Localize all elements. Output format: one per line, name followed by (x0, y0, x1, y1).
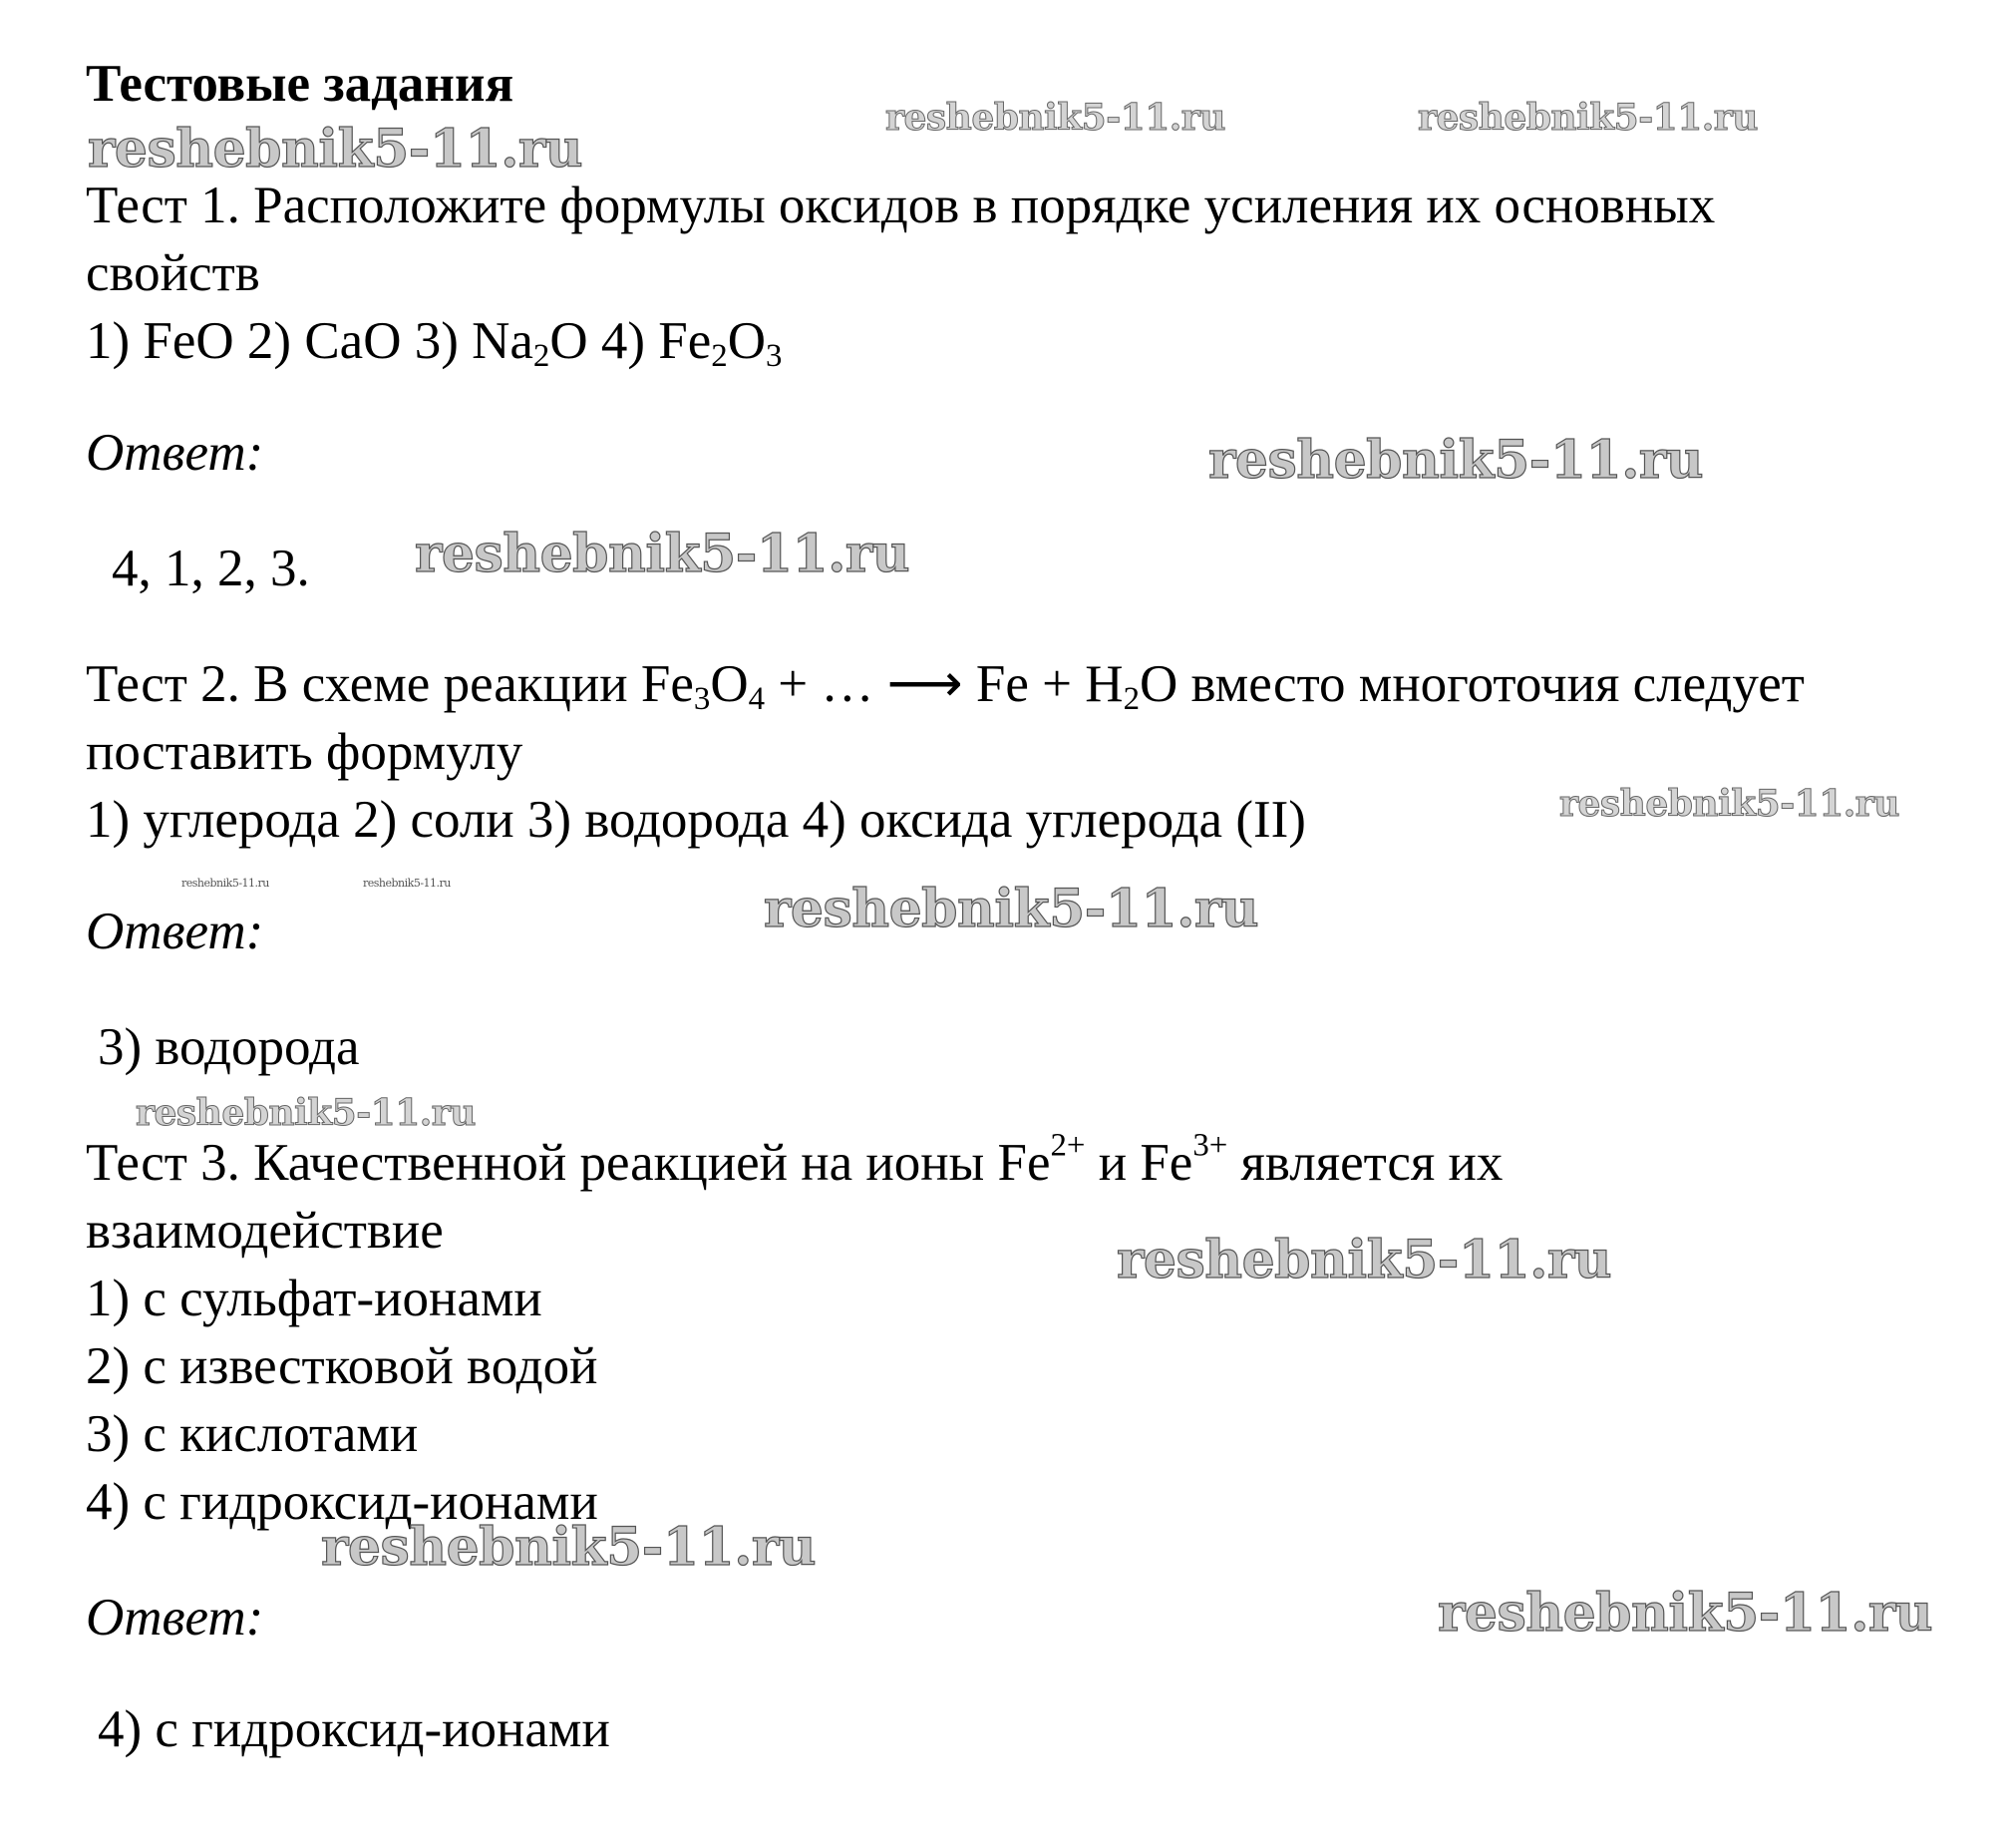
page-title: Тестовые задания (86, 55, 514, 113)
test2-question-text: O вместо многоточия следует (1140, 655, 1805, 713)
test2-answer-label: Ответ: (86, 903, 264, 960)
subscript: 3 (693, 681, 711, 718)
test1-options (86, 312, 783, 375)
test2-options: 1) углерода 2) соли 3) водорода 4) оксида углерода (II) (86, 791, 1306, 849)
test3-answer-label: Ответ: (86, 1589, 264, 1647)
test3-option: 4) с гидроксид-ионами (86, 1473, 598, 1531)
test1-options-text: O (727, 312, 767, 370)
test3-option: 1) с сульфат-ионами (86, 1270, 542, 1327)
subscript: 2 (532, 338, 550, 375)
watermark: reshebnik5-11.ru (415, 524, 910, 584)
test3-question-text: и Fe (1085, 1134, 1193, 1192)
test2-question-line1 (86, 655, 1805, 718)
test1-options-text: O 4) Fe (549, 312, 712, 370)
test3-question-text: является их (1227, 1134, 1504, 1192)
watermark: reshebnik5-11.ru (1418, 97, 1758, 139)
test1-question-line1: Тест 1. Расположите формулы оксидов в порядке усиления их основных (86, 177, 1716, 234)
test3-question-line1 (86, 1127, 1504, 1192)
watermark: reshebnik5-11.ru (1117, 1230, 1612, 1290)
superscript: 2+ (1050, 1127, 1086, 1164)
test1-question-line2: свойств (86, 244, 260, 302)
subscript: 2 (1123, 681, 1141, 718)
test2-question-text: Тест 2. В схеме реакции Fe (86, 655, 694, 713)
test1-answer: 4, 1, 2, 3. (112, 540, 310, 597)
subscript: 4 (748, 681, 766, 718)
test2-answer: 3) водорода (98, 1018, 360, 1076)
watermark: reshebnik5-11.ru (181, 877, 269, 890)
watermark: reshebnik5-11.ru (321, 1517, 817, 1578)
test1-answer-label: Ответ: (86, 424, 264, 482)
watermark: reshebnik5-11.ru (1438, 1583, 1933, 1644)
test3-question-text: Тест 3. Качественной реакцией на ионы Fe (86, 1134, 1051, 1192)
watermark: reshebnik5-11.ru (885, 97, 1225, 139)
test1-options-text: 1) FeO 2) CaO 3) Na (86, 312, 533, 370)
watermark: reshebnik5-11.ru (1559, 783, 1899, 825)
test2-question-text: + … ⟶ Fe + H (765, 655, 1124, 713)
test3-option: 2) с известковой водой (86, 1337, 598, 1395)
superscript: 3+ (1192, 1127, 1228, 1164)
watermark: reshebnik5-11.ru (88, 119, 583, 180)
subscript: 3 (766, 338, 783, 375)
test2-question-text: O (710, 655, 749, 713)
test2-question-line2: поставить формулу (86, 723, 523, 781)
watermark: reshebnik5-11.ru (764, 879, 1259, 939)
watermark: reshebnik5-11.ru (1208, 430, 1704, 491)
watermark: reshebnik5-11.ru (136, 1092, 476, 1134)
test3-option: 3) с кислотами (86, 1405, 419, 1463)
test3-answer: 4) с гидроксид-ионами (98, 1700, 610, 1758)
subscript: 2 (711, 338, 728, 375)
test3-question-line2: взаимодействие (86, 1202, 444, 1260)
watermark: reshebnik5-11.ru (363, 877, 451, 890)
